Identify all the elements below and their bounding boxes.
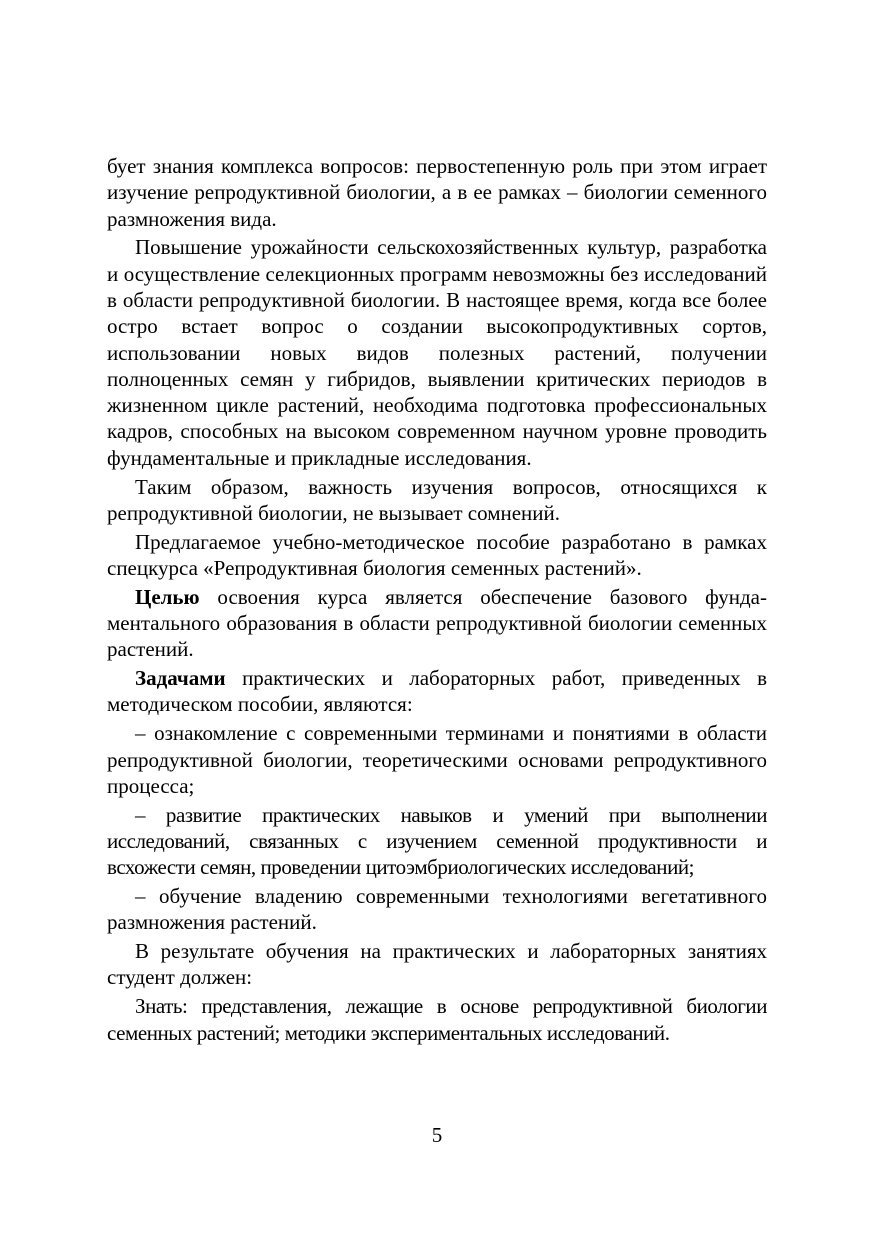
- task-item-2: [107, 802, 767, 881]
- paragraph-text: Знать: представления, лежащие в основе репродуктивной биологии семенных растений; методики экспериментальных исследований.: [107, 994, 767, 1045]
- paragraph-text: – ознакомление с современными терминами и понятиями в области репродуктивной биологии, теоретическими основами репродуктивного процесса;: [107, 721, 767, 798]
- paragraph-text: – развитие практических навыков и умений при выполнении исследований, связанных с изучением семенной продуктивности и всхожести семян, проведении цитоэмбриологических исследований;: [107, 802, 767, 880]
- bold-lead-term: Целью: [135, 584, 200, 609]
- page-number: 5: [431, 1123, 443, 1147]
- paragraph-text: освоения курса является обеспечение базового фундаментального образования в области репродуктивной биологии семенных растений.: [107, 584, 767, 662]
- paragraph-3: [107, 474, 767, 527]
- paragraph-know: [107, 993, 767, 1046]
- paragraph-tasks: [107, 665, 767, 718]
- paragraph-text: – обучение владению современными технологиями вегетативного размножения растений.: [107, 884, 767, 935]
- paragraph-text: практических и лабораторных работ, приведенных в методическом пособии, являются:: [107, 666, 767, 717]
- paragraph-result: [107, 938, 767, 991]
- paragraph-goal: [107, 584, 767, 663]
- bold-lead-term: Задачами: [135, 666, 226, 691]
- body-text: [107, 153, 767, 1048]
- paragraph-text: бует знания комплекса вопросов: первостепенную роль при этом играет изучение репродуктивной биологии, а в ее рамках – биологии семенного размножения вида.: [107, 154, 767, 231]
- paragraph-4: [107, 529, 767, 582]
- paragraph-2: [107, 234, 767, 471]
- paragraph-text: В результате обучения на практических и лабораторных занятиях студент должен:: [107, 939, 767, 990]
- paragraph-text: Таким образом, важность изучения вопросов, относящихся к репродуктивной биологии, не вызывает сомнений.: [107, 474, 767, 525]
- paragraph-text: Предлагаемое учебно-методическое пособие разработано в рамках спецкурса «Репродуктивная биология семенных растений».: [107, 529, 767, 580]
- paragraph-1: [107, 153, 767, 232]
- task-item-1: [107, 720, 767, 799]
- task-item-3: [107, 883, 767, 936]
- paragraph-text: Повышение урожайности сельскохозяйственных культур, разработка и осуществление селекционных программ невозможны без исследований в области репродуктивной биологии. В настоящее время, когда все более остро встает вопрос о создании высокопродуктивных сортов, использовании новых видов полезных растений, получении полноценных семян у гибридов, выявлении критических периодов в жизненном цикле растений, необходима подготовка профессиональных кадров, способных на высоком современном научном уровне проводить фундаментальные и прикладные исследования.: [107, 235, 767, 470]
